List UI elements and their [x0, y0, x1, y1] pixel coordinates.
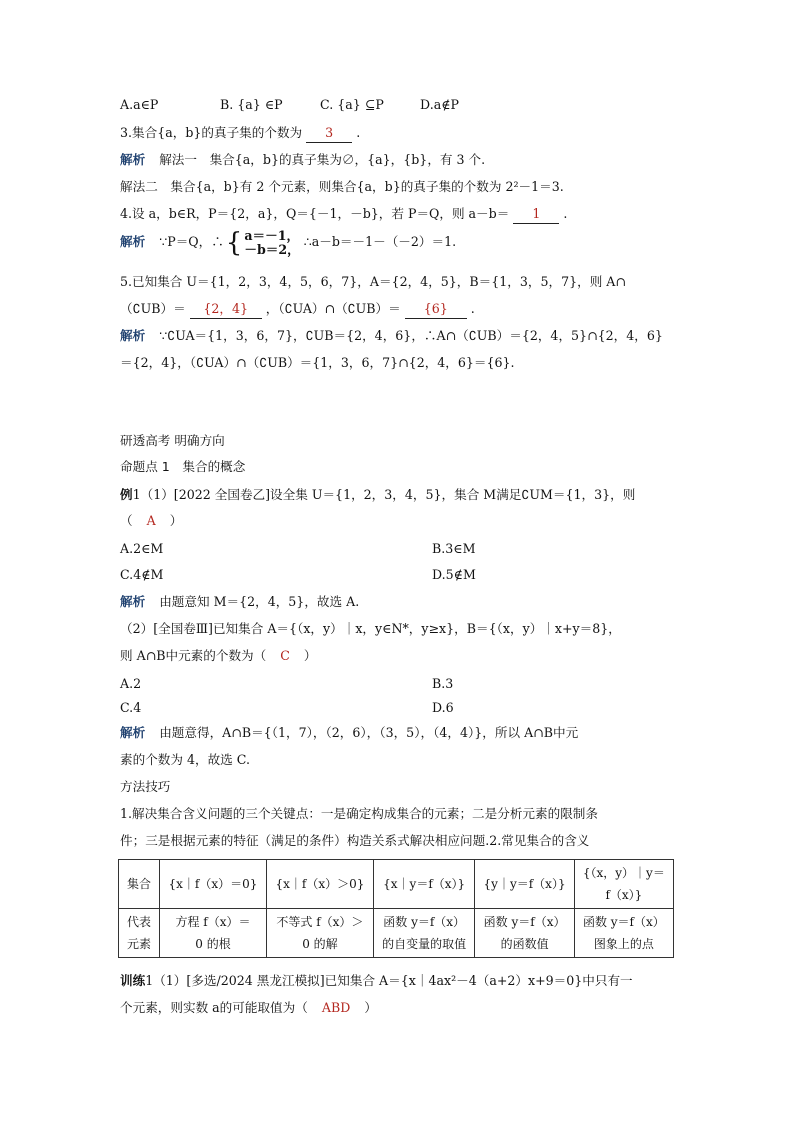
- q4-equation-1: a＝－1，: [244, 227, 300, 243]
- q4-equation-2: －b＝2，: [244, 241, 300, 257]
- q5-solution-line1: [120, 327, 663, 345]
- table-cell: [266, 909, 373, 958]
- ex1-paren-close: ）: [169, 513, 183, 528]
- ex1-part2-option-c: C.4: [120, 700, 142, 715]
- table-cell-set-header: 集合: [119, 860, 160, 909]
- train1-label: 训练: [120, 973, 146, 988]
- method-title: 方法技巧: [120, 779, 171, 794]
- train1-answer: ABD: [321, 1000, 351, 1015]
- table-row: [119, 860, 674, 909]
- q4-solution-pre: ∵P＝Q，∴: [159, 234, 224, 249]
- q2-option-c: C. {a} ⊆P: [320, 97, 384, 112]
- section-title: 研透高考 明确方向: [120, 433, 225, 448]
- table-cell-line: 函数 y＝f（x）: [582, 915, 665, 929]
- q3-solution-1: [120, 151, 485, 169]
- q4-question-text: 4.设 a，b∈R，P＝{2，a}，Q＝{－1，－b}，若 P＝Q，则 a－b＝: [120, 206, 510, 221]
- method-line2: 件；三是根据元素的特征（满足的条件）构造关系式解决相应问题.2.常见集合的含义: [120, 833, 590, 848]
- q3-solution-2: 解法二 集合{a，b}有 2 个元素，则集合{a，b}的真子集的个数为 2²－1＝3.: [120, 179, 564, 194]
- ex1-solution-2-line1: [120, 724, 578, 742]
- train1-line2: [120, 999, 377, 1017]
- left-brace-icon: {: [225, 227, 243, 258]
- ex1-options-row2: [120, 566, 476, 584]
- table-cell: [475, 909, 574, 958]
- ex1-part2-options-row1: [120, 675, 454, 693]
- ex1-paren-open: （: [120, 513, 133, 528]
- method-line1: 1.解决集合含义问题的三个关键点：一是确定构成集合的元素；二是分析元素的限制条: [120, 806, 598, 821]
- q2-option-d: D.a∉P: [420, 97, 460, 112]
- q3-question-end: .: [356, 125, 361, 140]
- ex1-jiexi-label-2: 解析: [120, 725, 146, 740]
- table-cell: [373, 909, 475, 958]
- table-cell: {x｜f（x）＞0}: [266, 860, 373, 909]
- q4-solution-post: ∴a－b＝－1－（－2）＝1.: [303, 234, 457, 249]
- ex1-option-c: C.4∉M: [120, 567, 164, 582]
- ex1-part2-option-b: B.3: [432, 676, 454, 691]
- q4-equation-system: [244, 229, 299, 257]
- q2-option-b: B. {a} ∈P: [220, 97, 283, 112]
- set-meaning-table: [118, 859, 674, 958]
- table-cell-element-header: [119, 909, 160, 958]
- ex1-part2-close: ）: [303, 648, 317, 663]
- ex1-options-row1: [120, 540, 476, 558]
- ex1-part2-options-row2: [120, 699, 454, 717]
- q3-question: [120, 124, 360, 143]
- table-cell-line: 代表: [126, 915, 151, 929]
- q4-solution: [120, 228, 456, 257]
- q5-answer-2: {6}: [405, 300, 467, 319]
- q5-solution-line1-text: ∵∁UA＝{1，3，6，7}，∁UB＝{2，4，6}，∴A∩（∁UB）＝{2，4，5}∩{2，4，6}: [159, 328, 663, 343]
- q4-answer: 1: [513, 205, 559, 224]
- table-cell: {x｜y＝f（x）}: [373, 860, 475, 909]
- table-cell: {y｜y＝f（x）}: [475, 860, 574, 909]
- ex1-part2-option-d: D.6: [432, 700, 454, 715]
- q2-option-a: A.a∈P: [120, 97, 159, 112]
- table-cell: [574, 860, 673, 909]
- q4-question: [120, 205, 567, 224]
- q5-solution-line2: ＝{2，4}，（∁UA）∩（∁UB）＝{1，3，6，7}∩{2，4，6}＝{6}.: [120, 355, 515, 370]
- table-cell-line: 的自变量的取值: [382, 937, 467, 951]
- q4-jiexi-label: 解析: [120, 234, 146, 249]
- section-topic: 命题点 1 集合的概念: [120, 459, 246, 474]
- ex1-solution-2-text: 由题意得，A∩B＝{（1，7），（2，6），（3，5），（4，4）}，所以 A∩B中元: [159, 725, 579, 740]
- q3-solution-1-text: 解法一 集合{a，b}的真子集为∅，{a}，{b}，有 3 个.: [159, 152, 486, 167]
- q5-part1-text: （∁UB）＝: [120, 301, 186, 316]
- ex1-option-d: D.5∉M: [432, 567, 476, 582]
- ex1-label: 例: [120, 487, 133, 502]
- q3-jiexi-label: 解析: [120, 152, 146, 167]
- ex1-part1-text: 1（1）[2022 全国卷乙]设全集 U＝{1，2，3，4，5}，集合 M满足∁UM＝{1，3}，则: [132, 487, 636, 502]
- q5-jiexi-label: 解析: [120, 328, 146, 343]
- ex1-part1-line2: [120, 512, 182, 530]
- table-row: [119, 909, 674, 958]
- ex1-solution-2-line2: 素的个数为 4，故选 C.: [120, 752, 250, 767]
- table-cell-line: 图象上的点: [593, 937, 654, 951]
- ex1-part2-text: 则 A∩B中元素的个数为（: [120, 648, 267, 663]
- ex1-part1-line1: [120, 486, 635, 504]
- q3-question-text: 3.集合{a，b}的真子集的个数为: [120, 125, 303, 140]
- q2-options-row: [120, 96, 516, 114]
- ex1-answer-1: A: [146, 513, 156, 528]
- q4-question-end: .: [563, 206, 568, 221]
- ex1-part2-line1: （2）[全国卷Ⅲ]已知集合 A＝{（x，y）｜x，y∈N*，y≥x}，B＝{（x，y）｜x+y＝8}，: [120, 621, 621, 636]
- table-cell-line: 0 的根: [195, 937, 231, 951]
- table-cell: [160, 909, 267, 958]
- train1-line2-text: 个元素，则实数 a的可能取值为（: [120, 1000, 308, 1015]
- ex1-option-a: A.2∈M: [120, 541, 164, 556]
- q5-question-end: .: [470, 301, 475, 316]
- ex1-option-b: B.3∈M: [432, 541, 476, 556]
- table-cell-line: 函数 y＝f（x）: [483, 915, 566, 929]
- ex1-jiexi-label-1: 解析: [120, 594, 146, 609]
- table-cell: [574, 909, 673, 958]
- train1-line1-text: 1（1）[多选/2024 黑龙江模拟]已知集合 A＝{x｜4ax²－4（a+2）x+9＝0}中只有一: [145, 973, 633, 988]
- table-cell-line: 不等式 f（x）＞: [276, 915, 364, 929]
- ex1-answer-2: C: [280, 648, 290, 663]
- train1-close: ）: [364, 1000, 377, 1015]
- q5-question-line1: 5.已知集合 U＝{1，2，3，4，5，6，7}，A＝{2，4，5}，B＝{1，3，5，7}，则 A∩: [120, 274, 626, 289]
- table-cell-line: f（x）}: [605, 888, 643, 902]
- table-cell-line: 0 的解: [302, 937, 338, 951]
- train1-line1: [120, 972, 633, 990]
- table-cell: {x｜f（x）＝0}: [160, 860, 267, 909]
- table-cell-line: 方程 f（x）＝: [175, 915, 251, 929]
- table-cell-line: 的函数值: [500, 937, 549, 951]
- table-cell-line: 元素: [126, 937, 151, 951]
- q3-answer: 3: [306, 124, 352, 143]
- q5-answer-1: {2，4}: [190, 300, 262, 319]
- ex1-solution-1: [120, 593, 359, 611]
- ex1-part2-line2: [120, 647, 317, 665]
- ex1-part2-option-a: A.2: [120, 676, 142, 691]
- table-cell-line: 函数 y＝f（x）: [383, 915, 466, 929]
- table-cell-line: {（x，y）｜y＝: [582, 866, 665, 880]
- q5-question-line2: [120, 300, 475, 319]
- ex1-solution-1-text: 由题意知 M＝{2，4，5}，故选 A.: [159, 594, 360, 609]
- q5-part2-text: ，（∁UA）∩（∁UB）＝: [265, 301, 401, 316]
